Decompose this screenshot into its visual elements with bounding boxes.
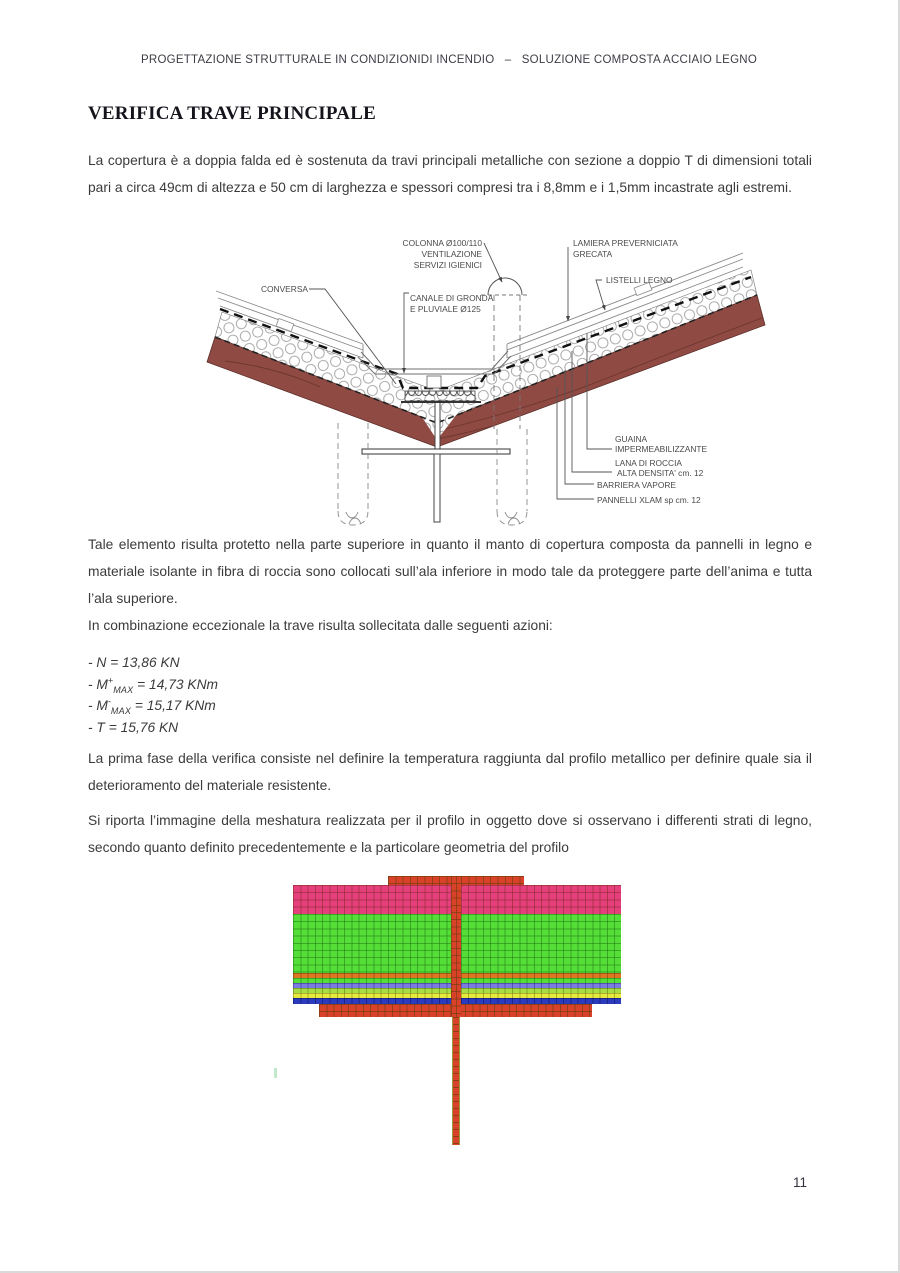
label-colonna: COLONNA Ø100/110 [402, 238, 482, 248]
action-item-t: - T = 15,76 KN [88, 719, 179, 735]
paragraph-first-phase: La prima fase della verifica consiste nel definire la temperatura raggiunta dal profilo metallico per definire quale sia il deterioramento del materiale resistente. [88, 751, 812, 793]
mesh-steel-web-lower [452, 1017, 460, 1145]
svg-text:ALTA DENSITA' cm. 12: ALTA DENSITA' cm. 12 [617, 468, 704, 478]
label-pannelli: PANNELLI XLAM sp cm. 12 [597, 495, 701, 505]
drain-box [427, 376, 441, 388]
paragraph-mesh-intro: Si riporta l’immagine della meshatura realizzata per il profilo in oggetto dove si osservano i differenti strati di legno, secondo quanto definito precedentemente e la particolare geometria del profilo [88, 813, 812, 855]
pipe-break-marks [346, 512, 520, 524]
svg-text:VENTILAZIONE: VENTILAZIONE [421, 249, 482, 259]
page-title: VERIFICA TRAVE PRINCIPALE [88, 103, 376, 124]
action-item-n: - N = 13,86 KN [88, 655, 180, 670]
action-item-mpos: - $M^+_{MAX} = 14,73$ KNm [88, 674, 219, 695]
top-flange-anchor-strip [405, 391, 475, 401]
action-item-mneg: - $M^-_{MAX} = 15,17$ KNm [88, 696, 216, 716]
pipe-right [497, 429, 527, 525]
svg-text:GRECATA: GRECATA [573, 249, 613, 259]
label-listelli: LISTELLI LEGNO [606, 275, 673, 285]
label-lana: LANA DI ROCCIA [615, 458, 683, 468]
actions-list [88, 652, 218, 738]
svg-text:E PLUVIALE Ø125: E PLUVIALE Ø125 [410, 304, 481, 314]
xlam-panel-right [437, 295, 765, 447]
paragraph-protection: Tale elemento risulta protetto nella parte superiore in quanto il manto di copertura composta da pannelli in legno e materiale isolante in fibra di roccia sono collocati sull’ala inferiore in modo tale da proteggere parte dell’anima e tutta l’ala superiore. [88, 537, 812, 606]
label-guaina: GUAINA [615, 434, 648, 444]
label-barriera: BARRIERA VAPORE [597, 480, 676, 490]
svg-text:SERVIZI IGIENICI: SERVIZI IGIENICI [413, 260, 482, 270]
beam-stem [434, 454, 440, 522]
mesh-steel-web-upper [451, 876, 461, 1017]
bottom-flange [362, 449, 510, 454]
roof-section-drawing [205, 233, 790, 533]
page-header: PROGETTAZIONE STRUTTURALE IN CONDIZIONIDI INCENDIO – SOLUZIONE COMPOSTA ACCIAIO LEGNO [140, 54, 758, 66]
label-canale: CANALE DI GRONDA [410, 293, 494, 303]
stray-mark [274, 1068, 277, 1078]
pipe-left [338, 423, 368, 525]
page-number: 11 [793, 1175, 808, 1190]
paragraph-combination: In combinazione eccezionale la trave risulta sollecitata dalle seguenti azioni: [88, 618, 553, 633]
fem-mesh-figure [293, 876, 621, 1146]
paragraph-intro: La copertura è a doppia falda ed è sostenuta da travi principali metalliche con sezione a doppio T di dimensioni totali pari a circa 49cm di altezza e 50 cm di larghezza e spessori compresi tra i 8,8mm e i 1,5mm incastrate agli estremi. [88, 153, 812, 195]
label-conversa: CONVERSA [260, 284, 308, 294]
svg-text:IMPERMEABILIZZANTE: IMPERMEABILIZZANTE [615, 444, 708, 454]
label-lamiera: LAMIERA PREVERNICIATA [573, 238, 678, 248]
